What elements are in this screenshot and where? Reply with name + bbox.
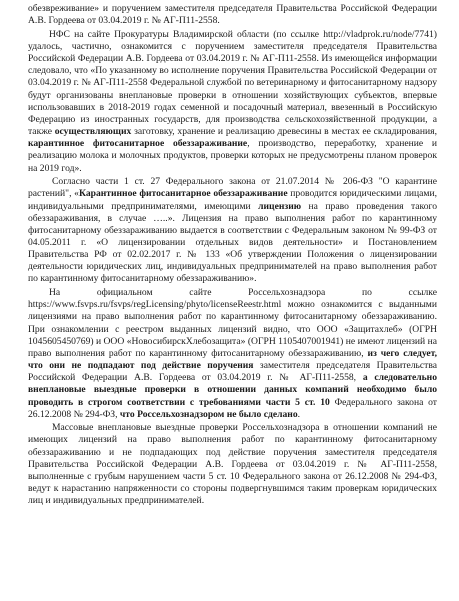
paragraph-4-bold-2: а следовательно внеплановые выездные проверки в отношении данных компаний необходимо было проводить в строгом соответствии с требованиями части 5 ст. 10 [28,372,437,408]
paragraph-5-text: Массовые внеплановые выездные проверки Россельхознадзора в отношении компаний не имеющих лицензий на право выполнения работ по карантинному фитосанитарному обеззараживанию и не подпадающих под действие поручения заместителя председателя Правительства Российской Федерации А.В. Гордеева от 03.04.2019 г. № АГ-П11-2558, выполненные с грубым нарушением части 5 ст. 10 Федерального закона от 26.12.2008 № 294-ФЗ, ведут к нарастанию напряженности со стороны подвергнувшимся таким проверкам юридических лиц и индивидуальных предпринимателей. [28,422,437,507]
paragraph-2-text-3: заготовку, хранение и реализацию древесины в местах ее складирования, [131,126,437,138]
paragraph-1-text: обезвреживание» и поручением заместителя председателя Правительства Российской Федерации А.В. Гордеева от 03.04.2019 г. № АГ-П11-2558. [28,3,437,27]
paragraph-4-bold-1: из чего следует, что они не подпадают под действие поручения [28,347,437,372]
paragraph-1 [28,3,437,27]
paragraph-4-text-4: Федерального закона от 26.12.2008 № 294-ФЗ, [28,396,437,420]
paragraph-3-bold-1: Карантинное фитосанитарное обеззараживание [78,188,288,200]
paragraph-5 [28,422,437,507]
paragraph-3-text-1: Согласно части 1 ст. 27 Федерального закона от 21.07.2014 № 206-ФЗ "О карантине растений", « [28,176,437,200]
paragraph-4 [28,287,437,421]
fsvps-registry-link[interactable]: https://www.fsvps.ru/fsvps/regLicensing/phyto/licenseReestr.html [28,299,282,311]
paragraph-3 [28,176,437,285]
document-body [28,3,437,509]
paragraph-2-bold-1: осуществляющих [54,126,132,138]
paragraph-4-text-2: можно ознакомится с выданными лицензиями на право выполнения работ по карантинному фитосанитарному обеззараживанию. При ознакомлении с реестром выданных лицензий видно, что ООО «Защитахлеб» (ОГРН 1045605450769) и ООО «НовосибирскХлебозащита» (ОГРН 1105407001941) не имеют лицензий на право выполнения работ по карантинному фитосанитарному обеззараживанию, [28,299,437,359]
paragraph-3-text-2: проводится юридическими лицами, индивидуальными предпринимателями, имеющими [28,188,437,212]
prokuratura-link[interactable]: http://vladprok.ru/node/7741 [323,28,434,40]
paragraph-4-text-5: . [297,408,301,420]
paragraph-3-text-3: на право проведения такого обеззараживания, в случае …..». Лицензия на право выполнения работ по карантинному фитосанитарному обеззараживанию выдается в соответствии с Федеральным законом № 99-ФЗ от 04.05.2011 г. «О лицензировании отдельных видов деятельности» и Постановлением Правительства РФ от 02.02.2017 г. № 133 «Об утверждении Положения о лицензировании деятельности юридических лиц, индивидуальных предпринимателей на право выполнения работ по карантинному фитосанитарному обеззараживанию». [28,200,438,285]
paragraph-2-text-4: , производство, переработку, хранение и реализацию молока и молочных продуктов, проверки которых не предусмотрены планом проверок на 2019 год». [28,138,437,174]
paragraph-2-text-1: НФС на сайте Прокуратуры Владимирской области (по ссылке [49,28,324,40]
paragraph-4-bold-3: что Россельхознадзором не было сделано [119,408,298,420]
paragraph-2-bold-2: карантинное фитосанитарное обеззараживание [28,138,248,150]
paragraph-2-text-2: ) удалось, частично, ознакомится с поручением заместителя председателя Правительства Российской Федерации А.В. Гордеева от 03.04.2019 г. № АГ-П11-2558. Из имеющейся информации следовало, что «По указанному во исполнение поручения Правительства Российской Федерации от 03.04.2019 г. № АГ-П11-2558 Федеральной службой по ветеринарному и фитосанитарному надзору будут организованы внеплановые проверки в отношении хозяйствующих субъектов, впервые использовавших в 2018-2019 годах семенной и посадочный материал, ввезенный в Российскую Федерацию из иностранных государств, для производства сельскохозяйственной продукции, а также [28,28,437,138]
paragraph-4-text-3: заместителя председателя Правительства Российской Федерации А.В. Гордеева от 03.04.2019 г. № АГ-П11-2558, [28,360,437,384]
paragraph-3-bold-2: лицензию [258,200,302,212]
paragraph-4-text-1: На официальном сайте Россельхознадзора по ссылке [49,287,437,299]
paragraph-2 [28,29,437,175]
